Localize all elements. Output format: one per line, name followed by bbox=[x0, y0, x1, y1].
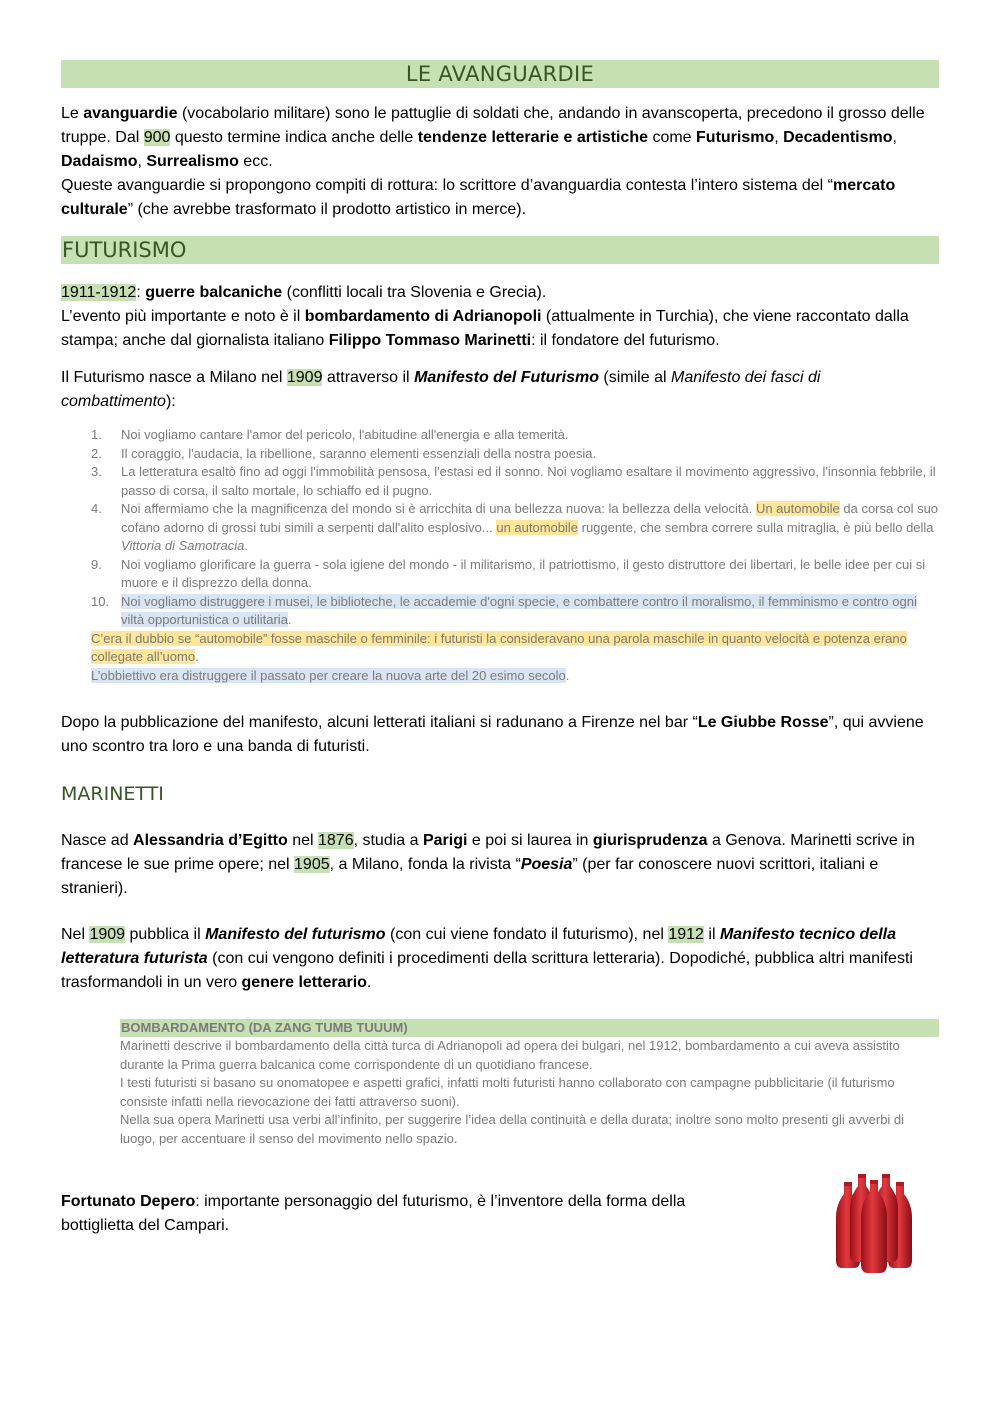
futurismo-paragraph-2: L’evento più importante e noto è il bombardamento di Adrianopoli (attualmente in Turchia), che viene raccontato dalla stampa; anche dal giornalista italiano Filippo Tommaso Marinetti: il fondatore del futurismo. bbox=[61, 308, 909, 349]
manifesto-list bbox=[61, 426, 939, 630]
marinetti-paragraph-1: Nasce ad Alessandria d’Egitto nel 1876, studia a Parigi e poi si laurea in giurisprudenza a Genova. Marinetti scrive in francese le sue prime opere; nel 1905, a Milano, fonda la rivista “Poesia” (per far conoscere nuovi scrittori, italiani e stranieri). bbox=[61, 832, 915, 897]
intro-paragraph-1: Le avanguardie (vocabolario militare) sono le pattuglie di soldati che, andando in avanscoperta, precedono il grosso delle truppe. Dal 900 questo termine indica anche delle tendenze letterarie e artistiche come Futurismo, Decadentismo, Dadaismo, Surrealismo ecc. bbox=[61, 105, 925, 170]
box-heading: BOMBARDAMENTO (DA ZANG TUMB TUUUM) bbox=[120, 1019, 939, 1037]
section-heading-marinetti: MARINETTI bbox=[61, 783, 164, 805]
box-paragraph: I testi futuristi si basano su onomatopee e aspetti grafici, infatti molti futuristi hanno collaborato con campagne pubblicitarie (il futurismo consiste infatti nella rievocazione dei fatti attraverso suoni). bbox=[120, 1075, 895, 1109]
document-title: LE AVANGUARDIE bbox=[61, 60, 939, 88]
marinetti-paragraph-2: Nel 1909 pubblica il Manifesto del futurismo (con cui viene fondato il futurismo), nel 1912 il Manifesto tecnico della letteratura futurista (con cui vengono definiti i procedimenti della scrittura letteraria). Dopodiché, pubblica altri manifesti trasformandoli in un vero genere letterario. bbox=[61, 926, 913, 991]
list-item: 2. Il coraggio, l'audacia, la ribellione, saranno elementi essenziali della nostra poesia. bbox=[91, 445, 597, 461]
futurismo-paragraph-3: Il Futurismo nasce a Milano nel 1909 attraverso il Manifesto del Futurismo (simile al Manifesto dei fasci di combattimento): bbox=[61, 369, 821, 410]
futurismo-paragraph-1: 1911-1912: guerre balcaniche (conflitti locali tra Slovenia e Grecia). bbox=[61, 284, 547, 301]
note-automobile: C’era il dubbio se “automobile” fosse maschile o femminile: i futuristi la consideravano una parola maschile in quanto velocità e potenza erano collegate all’uomo. bbox=[91, 630, 907, 664]
box-paragraph: Marinetti descrive il bombardamento della città turca di Adrianopoli ad opera dei bulgari, nel 1912, bombardamento a cui aveva assistito durante la Prima guerra balcanica come corrispondente di un quotidiano francese. bbox=[120, 1038, 900, 1072]
note-obbiettivo: L’obbiettivo era distruggere il passato per creare la nuova arte del 20 esimo secolo. bbox=[91, 667, 570, 683]
campari-bottles-icon bbox=[834, 1170, 914, 1276]
list-item: 1. Noi vogliamo cantare l'amor del pericolo, l'abitudine all'energia e alla temerità. bbox=[91, 427, 569, 442]
depero-paragraph: Fortunato Depero: importante personaggio del futurismo, è l’inventore della forma della bottiglietta del Campari. bbox=[61, 1193, 686, 1234]
intro-paragraph-2: Queste avanguardie si propongono compiti di rottura: lo scrittore d’avanguardia contesta l’intero sistema del “mercato culturale” (che avrebbe trasformato il prodotto artistico in merce). bbox=[61, 177, 896, 218]
document-page bbox=[61, 60, 939, 1238]
list-item: 9. Noi vogliamo glorificare la guerra - sola igiene del mondo - il militarismo, il patriottismo, il gesto distruttore dei libertari, le belle idee per cui si muore e il disprezzo della donna. bbox=[91, 556, 926, 590]
box-paragraph: Nella sua opera Marinetti usa verbi all’infinito, per suggerire l’idea della continuità e della durata; inoltre sono molto presenti gli avverbi di luogo, per accentuare il senso del movimento nello spazio. bbox=[120, 1112, 905, 1146]
futurismo-paragraph-4: Dopo la pubblicazione del manifesto, alcuni letterati italiani si radunano a Firenze nel bar “Le Giubbe Rosse”, qui avviene uno scontro tra loro e una banda di futuristi. bbox=[61, 714, 924, 755]
section-heading-futurismo: FUTURISMO bbox=[61, 236, 939, 264]
list-item: 3. La letteratura esaltò fino ad oggi l'immobilità pensosa, l'estasi ed il sonno. Noi vogliamo esaltare il movimento aggressivo, l'insonnia febbrile, il passo di corsa, il salto mortale, lo schiaffo ed il pugno. bbox=[91, 464, 936, 498]
list-item: 10. Noi vogliamo distruggere i musei, le biblioteche, le accademie d'ogni specie, e combattere contro il moralismo, il femminismo e contro ogni viltà opportunistica o utilitaria. bbox=[91, 593, 917, 627]
list-item: 4. Noi affermiamo che la magnificenza del mondo si è arricchita di una bellezza nuova: la bellezza della velocità. Un automobile da corsa col suo cofano adorno di grossi tubi simili a serpenti dall'alito esplosivo... un automobile ruggente, che sembra correre sulla mitraglia, è più bello della Vittoria di Samotracia. bbox=[91, 501, 939, 553]
bombardamento-box bbox=[120, 1019, 939, 1148]
